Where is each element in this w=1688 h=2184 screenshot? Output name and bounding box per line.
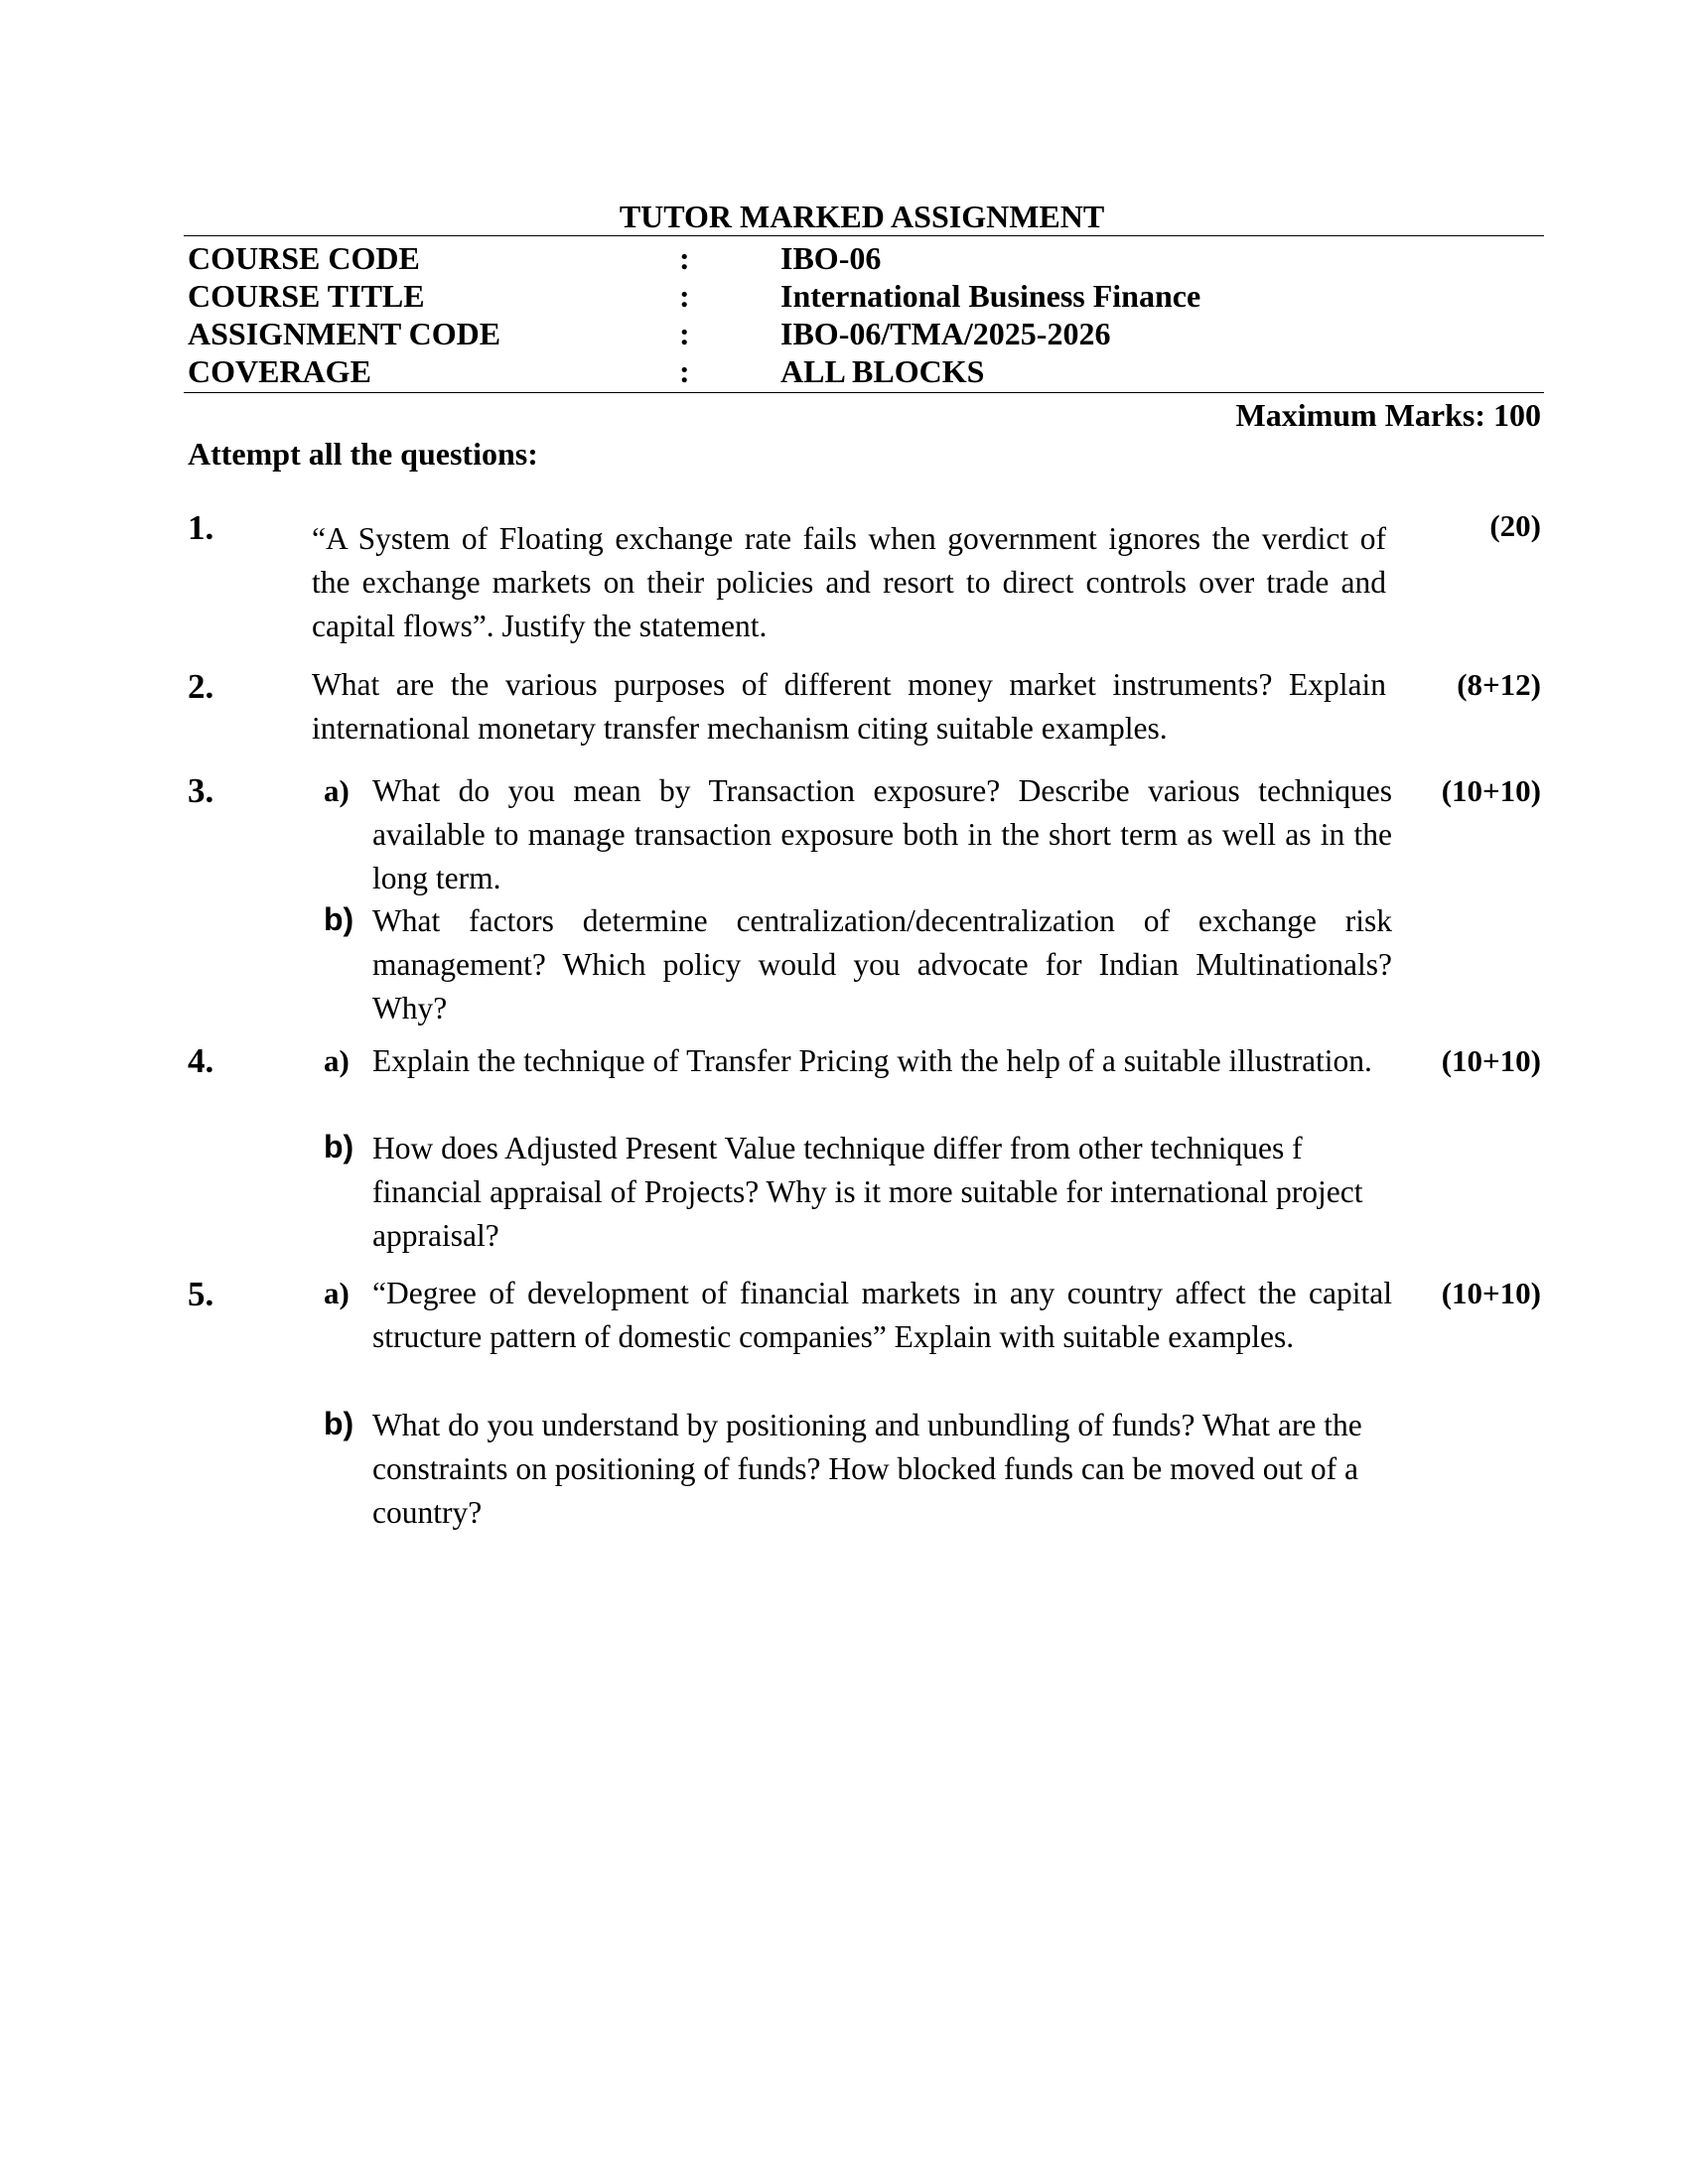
- coverage-label: COVERAGE: [188, 353, 371, 389]
- question-5b-text: What do you understand by positioning and unbundling of funds? What are the constraints on positioning of funds? How blocked funds can be moved out of a country?: [372, 1408, 1362, 1530]
- coverage-colon: :: [679, 353, 690, 389]
- course-code-colon: :: [679, 240, 690, 276]
- question-5-number: 5.: [188, 1275, 214, 1313]
- course-title-colon: :: [679, 278, 690, 314]
- question-1-number: 1.: [188, 508, 214, 547]
- question-4a-label: a): [324, 1043, 350, 1078]
- question-1-text: “A System of Floating exchange rate fails when government ignores the verdict of the exchange markets on their policies and resort to direct controls over trade and capital flows”. Justify the statement.: [312, 521, 1386, 643]
- course-title-value: International Business Finance: [780, 278, 1201, 314]
- question-4-marks: (10+10): [1441, 1043, 1541, 1078]
- question-3b-text: What factors determine centralization/decentralization of exchange risk management? Which policy would you advocate for Indian Multinationals? Why?: [372, 903, 1392, 1025]
- question-5a-label: a): [324, 1276, 350, 1310]
- question-3-number: 3.: [188, 771, 214, 810]
- course-code-value: IBO-06: [780, 240, 882, 276]
- assignment-title: TUTOR MARKED ASSIGNMENT: [619, 199, 1105, 234]
- question-3b-label: b): [324, 901, 354, 937]
- question-3a-label: a): [324, 773, 350, 808]
- question-5b-label: b): [324, 1406, 354, 1441]
- question-2-text: What are the various purposes of different money market instruments? Explain international monetary transfer mechanism citing suitable examples.: [312, 667, 1386, 746]
- question-4-number: 4.: [188, 1041, 214, 1080]
- question-5a-text: “Degree of development of financial markets in any country affect the capital structure pattern of domestic companies” Explain with suitable examples.: [372, 1276, 1392, 1354]
- question-4a-text: Explain the technique of Transfer Pricing with the help of a suitable illustration.: [372, 1043, 1372, 1078]
- coverage-value: ALL BLOCKS: [780, 353, 985, 389]
- header-top-rule: [184, 235, 1544, 236]
- question-2-number: 2.: [188, 667, 214, 706]
- instruction-text: Attempt all the questions:: [188, 436, 538, 472]
- maximum-marks: Maximum Marks: 100: [1235, 397, 1541, 433]
- question-3a-text: What do you mean by Transaction exposure? Describe various techniques available to manage transaction exposure both in the short term as well as in the long term.: [372, 773, 1392, 895]
- assignment-code-label: ASSIGNMENT CODE: [188, 316, 501, 351]
- course-title-label: COURSE TITLE: [188, 278, 425, 314]
- question-4b-text: How does Adjusted Present Value technique differ from other techniques f financial appraisal of Projects? Why is it more suitable for international project appraisal?: [372, 1131, 1363, 1253]
- question-1-marks: (20): [1489, 508, 1541, 543]
- course-code-label: COURSE CODE: [188, 240, 420, 276]
- question-2-marks: (8+12): [1457, 667, 1541, 702]
- header-bottom-rule: [184, 392, 1544, 393]
- assignment-code-value: IBO-06/TMA/2025-2026: [780, 316, 1111, 351]
- assignment-code-colon: :: [679, 316, 690, 351]
- question-5-marks: (10+10): [1441, 1276, 1541, 1310]
- question-4b-label: b): [324, 1129, 354, 1164]
- question-3-marks: (10+10): [1441, 773, 1541, 808]
